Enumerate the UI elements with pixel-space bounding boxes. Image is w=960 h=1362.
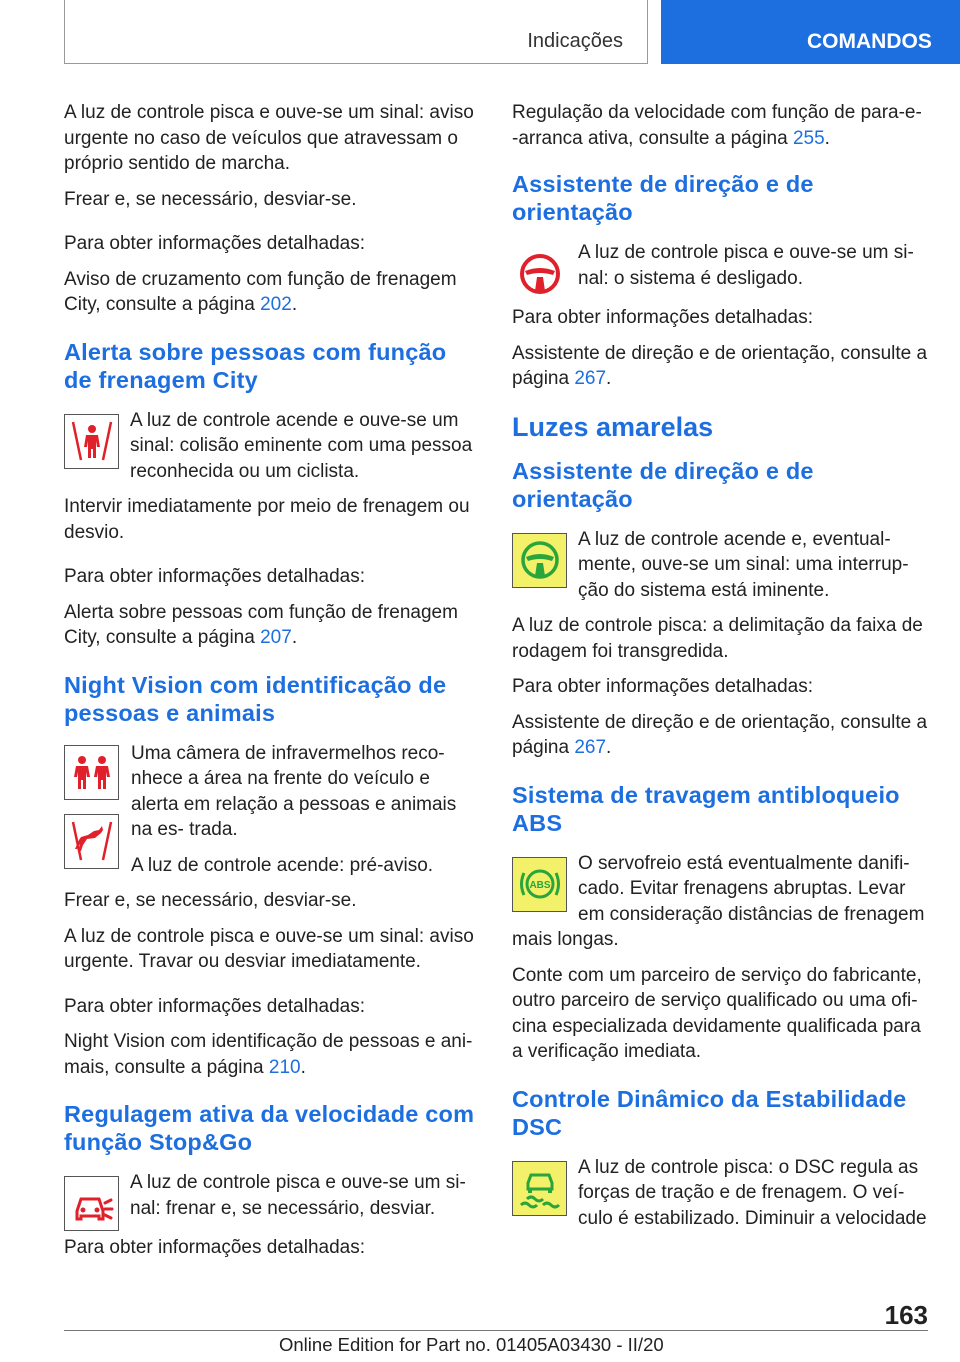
paragraph-text: Night Vision com identificação de pessoas e ani- mais, consulte a página — [64, 1031, 473, 1078]
dsc-warning-icon — [512, 1161, 567, 1216]
page-link-210[interactable]: 210 — [268, 1056, 301, 1078]
page-link-207[interactable]: 207 — [260, 627, 292, 648]
paragraph: Para obter informações detalhadas: — [64, 233, 366, 254]
paragraph-with-link: Regulação da velocidade com função de para-e- -arranca ativa, consulte a página 255. — [512, 102, 922, 149]
paragraph: A luz de controle acende e ouve-se um sinal: colisão eminente com uma pessoa reconhecida ou um ciclista. — [130, 409, 473, 482]
abs-icon-label: ABS — [528, 880, 551, 891]
paragraph-text: Assistente de direção e de orientação, consulte a página — [512, 342, 928, 389]
paragraph: A luz de controle pisca: o DSC regula as forças de tração e de frenagem. O veí- culo é estabilizado. Diminuir a velocidade — [578, 1156, 927, 1229]
section-heading-assistente-red: Assistente de direção e de orientação — [512, 171, 814, 225]
paragraph: Frear e, se necessário, desviar-se. — [64, 890, 357, 911]
paragraph: Frear e, se necessário, desviar-se. — [64, 188, 357, 210]
footer-edition: Online Edition for Part no. 01405A03430 - II/20 — [279, 1334, 664, 1355]
paragraph-with-link: Aviso de cruzamento com função de frenagem City, consulte a página 202. — [64, 268, 457, 315]
paragraph-with-link: Alerta sobre pessoas com função de frenagem City, consulte a página 207. — [64, 601, 458, 648]
paragraph: O servofreio está eventualmente danifi- cado. Evitar frenagens abruptas. Levar em consideração distâncias de frenagem mais longas. — [512, 852, 925, 950]
section-heading-abs: Sistema de travagem antibloqueio ABS — [512, 781, 900, 836]
paragraph: A luz de controle pisca e ouve-se um sinal: aviso urgente no caso de veículos que atravessam o próprio sentido de marcha. — [64, 102, 474, 174]
paragraph: A luz de controle pisca e ouve-se um si- nal: o sistema é desligado. — [578, 242, 914, 289]
header-section-box — [64, 0, 648, 64]
footer-divider — [64, 1330, 928, 1331]
paragraph-text: Aviso de cruzamento com função de frenagem City, consulte a página — [64, 268, 457, 315]
paragraph-with-link: Assistente de direção e de orientação, consulte a página 267. — [512, 711, 928, 758]
paragraph: Para obter informações detalhadas: — [64, 995, 366, 1017]
paragraph: A luz de controle pisca e ouve-se um sinal: aviso urgente. Travar ou desviar imediatamente. — [64, 925, 474, 972]
paragraph: Conte com um parceiro de serviço do fabricante, outro parceiro de serviço qualificado ou uma ofi- cina especializada devidamente qualificada para a verificação imediata. — [512, 964, 922, 1062]
paragraph-text: Regulação da velocidade com função de para-e- -arranca ativa, consulte a página — [512, 102, 922, 149]
paragraph-with-link: Assistente de direção e de orientação, consulte a página 267. — [512, 342, 928, 389]
paragraph: A luz de controle pisca: a delimitação da faixa de rodagem foi transgredida. — [512, 615, 923, 662]
section-heading-luzes-amarelas: Luzes amarelas — [512, 411, 714, 442]
paragraph: A luz de controle acende: pré-aviso. — [131, 854, 434, 876]
paragraph: A luz de controle acende e, eventual- mente, ouve-se um sinal: uma interrup- ção do sistema está iminente. — [578, 528, 909, 601]
pedestrian-warning-icon — [64, 414, 119, 469]
left-column — [64, 100, 478, 1271]
section-heading-assistente-yellow: Assistente de direção e de orientação — [512, 457, 814, 512]
paragraph: Para obter informações detalhadas: — [512, 676, 814, 697]
people-warning-icon — [64, 745, 119, 800]
animal-warning-icon — [64, 814, 119, 869]
paragraph-text: Alerta sobre pessoas com função de frenagem City, consulte a página — [64, 601, 458, 648]
paragraph: Para obter informações detalhadas: — [64, 566, 366, 587]
car-collision-warning-icon — [64, 1176, 119, 1231]
paragraph-text: Assistente de direção e de orientação, consulte a página — [512, 711, 928, 758]
paragraph: Intervir imediatamente por meio de frenagem ou desvio. — [64, 496, 470, 543]
page-link-267[interactable]: 267 — [574, 368, 607, 389]
section-heading-pessoas: Alerta sobre pessoas com função de frenagem City — [64, 338, 447, 393]
night-vision-icons — [64, 741, 130, 873]
page-link-255[interactable]: 255 — [792, 127, 825, 149]
paragraph: Uma câmera de infravermelhos reco- nhece a área na frente do veículo e alerta em relação a pessoas e animais na es- trada. — [131, 742, 457, 840]
header-chapter-tab: COMANDOS — [661, 0, 960, 64]
section-heading-dsc: Controle Dinâmico da Estabilidade DSC — [512, 1085, 907, 1140]
paragraph: Para obter informações detalhadas: — [512, 307, 814, 328]
header-section-title: Indicações — [527, 30, 623, 52]
page-number: 163 — [884, 1300, 928, 1330]
paragraph: Para obter informações detalhadas: — [64, 1237, 366, 1258]
page-link-267[interactable]: 267 — [574, 737, 607, 758]
page-link-202[interactable]: 202 — [260, 294, 292, 315]
abs-warning-icon — [512, 857, 567, 912]
section-heading-night-vision: Night Vision com identificação de pessoas e animais — [64, 671, 447, 726]
paragraph-with-link: Night Vision com identificação de pessoas e ani- mais, consulte a página 210. — [64, 1031, 473, 1078]
paragraph: A luz de controle pisca e ouve-se um si- nal: frenar e, se necessário, desviar. — [130, 1172, 466, 1219]
right-column — [512, 100, 930, 1241]
steering-wheel-red-icon — [512, 246, 567, 301]
section-heading-regulagem: Regulagem ativa da velocidade com função Stop&Go — [64, 1101, 475, 1155]
steering-wheel-green-icon — [512, 533, 567, 588]
